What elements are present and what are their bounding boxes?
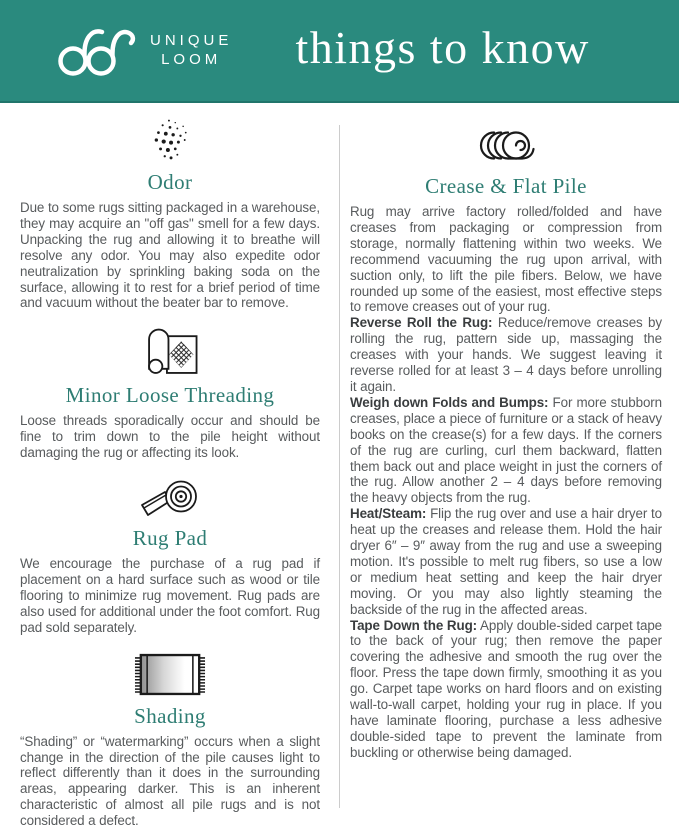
tip-body-reverse-roll: Reduce/remove creases by rolling the rug, pattern side up, massaging the creases with your hands. We suggest leaving it reverse rolled for at least 3 – 4 days before unrolling it again.	[350, 315, 662, 394]
odor-dots-icon	[149, 117, 191, 163]
section-heading-rug-pad: Rug Pad	[132, 526, 208, 551]
section-body-shading: “Shading” or “watermarking” occurs when a slight change in the direction of the pile causes light to reflect differently than it does in the surrounding areas, appearing darker. This is an inherent characteristic of almost all pile rugs and is not considered a defect.	[20, 733, 320, 829]
section-minor-loose-threading	[20, 327, 320, 461]
section-heading-crease: Crease & Flat Pile	[425, 174, 587, 198]
tip-body-tape-down: Apply double-sided carpet tape to the back of your rug; then remove the paper covering the adhesive and smooth the rug over the floor. Press the tape down firmly, smoothing it as you go. Carpet tape works on hard floors and on existing wall-to-wall carpet, holding your rug in place. If you have laminate flooring, purchase a less adhesive double-sided tape to prevent the laminate from buckling or otherwise being damaged.	[350, 617, 663, 760]
section-heading-shading: Shading	[134, 703, 206, 728]
content-area	[0, 103, 679, 829]
right-column	[340, 103, 679, 824]
brand-name-line2: LOOM	[161, 50, 222, 68]
brand-name	[150, 32, 232, 70]
tip-label-weigh-down: Weigh down Folds and Bumps:	[350, 394, 549, 410]
tip-body-heat-steam: Flip the rug over and use a hair dryer to heat up the creases and release them. Hold the hair dryer 6″ – 9″ away from the rug and use a sweeping motion. It's possible to melt rug fibers, so use a low or medium heat setting and keep the hair dryer moving. Or you may also lightly steaming the backside of the rug in the affected areas.	[350, 506, 662, 617]
page-title: things to know	[295, 22, 590, 73]
brand-name-line1: UNIQUE	[150, 31, 233, 49]
unique-loom-logo-icon	[56, 22, 138, 80]
unrolling-rug-icon	[140, 327, 200, 376]
section-body-threading: Loose threads sporadically occur and should be fine to trim down to the pile height without damaging the rug or affecting its look.	[20, 413, 320, 461]
tip-label-reverse-roll: Reverse Roll the Rug:	[350, 315, 493, 331]
section-crease-flat-pile	[350, 127, 662, 315]
tip-reverse-roll	[350, 315, 662, 395]
header-banner	[0, 0, 679, 103]
left-column	[0, 103, 339, 829]
section-odor	[20, 117, 320, 311]
shaded-rug-icon	[134, 652, 206, 697]
section-body-odor: Due to some rugs sitting packaged in a warehouse, they may acquire an "off gas" smell for a few days. Unpacking the rug and allowing it to breathe will resolve any odor. You may also expedite odor neutralization by sprinkling baking soda on the surface, allowing it to rest for a brief period of time and vacuum without the beater bar to remove.	[20, 200, 320, 311]
tip-label-heat-steam: Heat/Steam:	[350, 506, 427, 522]
tip-body-weigh-down: For more stubborn creases, place a piece of furniture or a stack of heavy books on the crease(s) for a few days. If the corners of the rug are curling, curl them backward, flatten them back out and place weight in just the corners of the rug. Allow another 2 – 4 days before removing the heavy objects from the rug.	[350, 394, 662, 506]
tip-label-tape-down: Tape Down the Rug:	[350, 617, 478, 633]
section-body-crease: Rug may arrive factory rolled/folded and have creases from packaging or compression from storage, normally flattening within two weeks. We recommend vacuuming the rug upon arrival, with suction only, to lift the pile fibers. Below, we have rounded up some of the easiest, most effective steps to remove creases out of your rug.	[350, 204, 662, 315]
rolled-rug-icon	[474, 127, 538, 167]
section-heading-odor: Odor	[147, 170, 193, 194]
section-body-rug-pad: We encourage the purchase of a rug pad if placement on a hard surface such as wood or tile flooring to minimize rug movement. Rug pads are also used for additional under the foot comfort. Rug pad sold separately.	[20, 556, 320, 635]
tip-weigh-down	[350, 395, 662, 506]
section-heading-threading: Minor Loose Threading	[65, 383, 275, 408]
brand-logo	[56, 22, 232, 80]
rug-pad-roll-icon	[139, 477, 201, 519]
section-rug-pad	[20, 477, 320, 636]
section-shading	[20, 652, 320, 829]
tip-tape-down	[350, 618, 662, 761]
tip-heat-steam	[350, 506, 662, 617]
